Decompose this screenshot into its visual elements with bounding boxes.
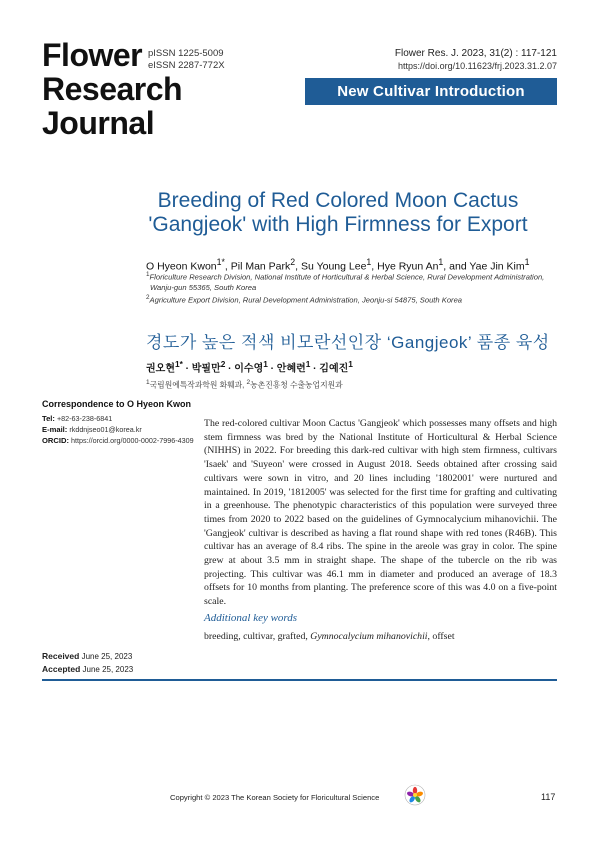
affiliation-sup: 2	[146, 294, 150, 301]
korean-title: 경도가 높은 적색 비모란선인장 ‘Gangjeok’ 품종 육성	[146, 333, 550, 352]
korean-affiliation: 국립원예특작과학원 화훼과,	[149, 380, 245, 390]
keywords	[204, 631, 455, 642]
korean-author-name: 권오현	[146, 363, 175, 375]
affiliation	[146, 293, 462, 306]
author-list: O Hyeon Kwon$^{1*}$, Pil Man Park$^2$, Su Young Lee$^1$, Hye Ryun An$^1$, and Yae Jin Kim$^1$	[146, 257, 530, 273]
author-sup: 2	[290, 257, 296, 267]
orcid-label: ORCID:	[42, 436, 69, 445]
orcid-link[interactable]: https://orcid.org/0000-0002-7996-4309	[71, 436, 194, 445]
korean-affiliation-sup: 1	[146, 379, 150, 386]
author-name: Hye Ryun An	[377, 260, 439, 273]
keywords-italic: Gymnocalycium mihanovichii	[310, 631, 428, 642]
email-label: E-mail:	[42, 425, 68, 434]
issn-block	[148, 48, 225, 72]
issn-electronic: eISSN 2287-772X	[148, 60, 225, 71]
email-link[interactable]: rkddnjseo01@korea.kr	[69, 425, 142, 434]
article-title-line: Breeding of Red Colored Moon Cactus	[157, 189, 519, 212]
correspondence-heading: Correspondence to O Hyeon Kwon	[42, 399, 192, 409]
author-name: Pil Man Park	[230, 260, 291, 273]
korean-author-sup: 1	[305, 359, 311, 369]
society-logo-icon	[404, 784, 426, 806]
affiliation-sup: 1	[146, 271, 150, 278]
korean-author-sup: 2	[220, 359, 226, 369]
tel-label: Tel:	[42, 414, 55, 423]
received-date	[42, 650, 133, 663]
affiliation	[146, 270, 544, 293]
journal-title-line: Journal	[42, 105, 155, 141]
correspondence-block	[42, 399, 194, 446]
korean-affiliations	[146, 379, 343, 391]
keywords-heading: Additional key words	[204, 612, 298, 624]
article-title-line: 'Gangjeok' with High Firmness for Export	[148, 213, 528, 236]
issn-print: pISSN 1225-5009	[148, 48, 224, 59]
article-type-banner: New Cultivar Introduction	[305, 78, 557, 105]
article-dates	[42, 650, 133, 676]
author-name: Su Young Lee	[301, 260, 367, 273]
accepted-date	[42, 663, 133, 676]
received-value: June 25, 2023	[81, 652, 133, 661]
tel-value: +82-63-238-6841	[56, 414, 113, 423]
citation: Flower Res. J. 2023, 31(2) : 117-121	[394, 48, 557, 59]
author-name: O Hyeon Kwon	[146, 260, 217, 273]
author-sup: 1	[438, 257, 444, 267]
korean-author-name: 이수영	[234, 363, 264, 375]
affiliation-line: Floriculture Research Division, National Institute of Horticultural & Herbal Science, Rural Development Administration,	[149, 272, 545, 282]
accepted-label: Accepted	[42, 664, 81, 674]
affiliation-line: Agriculture Export Division, Rural Development Administration, Jeonju-si 54875, South Korea	[149, 295, 463, 305]
korean-author-sup: 1*	[174, 359, 183, 369]
copyright-notice: Copyright © 2023 The Korean Society for Floricultural Science	[170, 793, 380, 802]
korean-author-name: 박필만	[191, 363, 221, 375]
keywords-tail: , offset	[427, 631, 455, 642]
korean-author-name: 안혜련	[276, 363, 306, 375]
keywords-plain: breeding, cultivar, grafted,	[204, 631, 311, 642]
article-title	[0, 189, 600, 237]
korean-author-sup: 1	[263, 359, 268, 369]
author-sup: 1*	[216, 257, 225, 267]
correspondence-tel	[42, 413, 194, 424]
author-sup: 1	[366, 257, 372, 267]
korean-affiliation: 농촌진흥청 수출농업지원과	[250, 380, 343, 390]
journal-title-line: Flower	[42, 37, 143, 73]
page-number: 117	[541, 792, 556, 802]
correspondence-orcid	[42, 435, 194, 446]
doi-link[interactable]: https://doi.org/10.11623/frj.2023.31.2.07	[398, 61, 557, 71]
abstract-text: The red-colored cultivar Moon Cactus 'Gangjeok' which possesses many offsets and high stem firmness was bred by the National Institute of Horticultural & Herbal Science (NIHHS) in 2022. For breeding this dark-red cultivar with high stem firmness, cultivars 'Isaek' and 'Suyeon' were crossed in August 2018. Seeds obtained after crossing said cultivars were sown in vitro, and 20 lines including '1802001' were nurtured and maintained. In 2019, '1812005' was selected for the first time for grafting and cultivating in a greenhouse. The phenotypic characteristics of this population were surveyed three times from 2020 to 2022 based on the guidelines of Gymnocalycium mihanovichii. The 'Gangjeok' cultivar is described as having a flat round shape with red tones (R46B). This cultivar has an average of 8.4 ribs. The spine in the areole was gray in color. The spine grew at about 3.5 mm in straight shape. The shape of the tubercle on the rib was projecting. This cultivar was 46.1 mm in diameter and produced an average of 18.3 offsets for 10 months from planting. The preference score of this was 4.0 on a five-point scale.	[204, 418, 557, 608]
accepted-value: June 25, 2023	[82, 665, 134, 674]
received-label: Received	[42, 651, 80, 661]
author-name: and Yae Jin Kim	[449, 260, 525, 273]
korean-affiliation-sup: 2	[246, 379, 251, 386]
affiliation-line: Wanju-gun 55365, South Korea	[150, 282, 257, 292]
korean-author-name: 김예진	[319, 363, 349, 375]
author-sup: 1	[524, 257, 530, 267]
section-divider	[42, 679, 557, 681]
journal-title-line: Research	[42, 71, 183, 107]
korean-author-list: 권오현$^{1*}$ · 박필만$^2$ · 이수영$^1$ · 안혜련$^1$ · 김예진$^1$	[146, 359, 353, 375]
correspondence-email	[42, 424, 194, 435]
korean-author-sup: 1	[348, 359, 353, 369]
citation-block	[395, 48, 557, 72]
